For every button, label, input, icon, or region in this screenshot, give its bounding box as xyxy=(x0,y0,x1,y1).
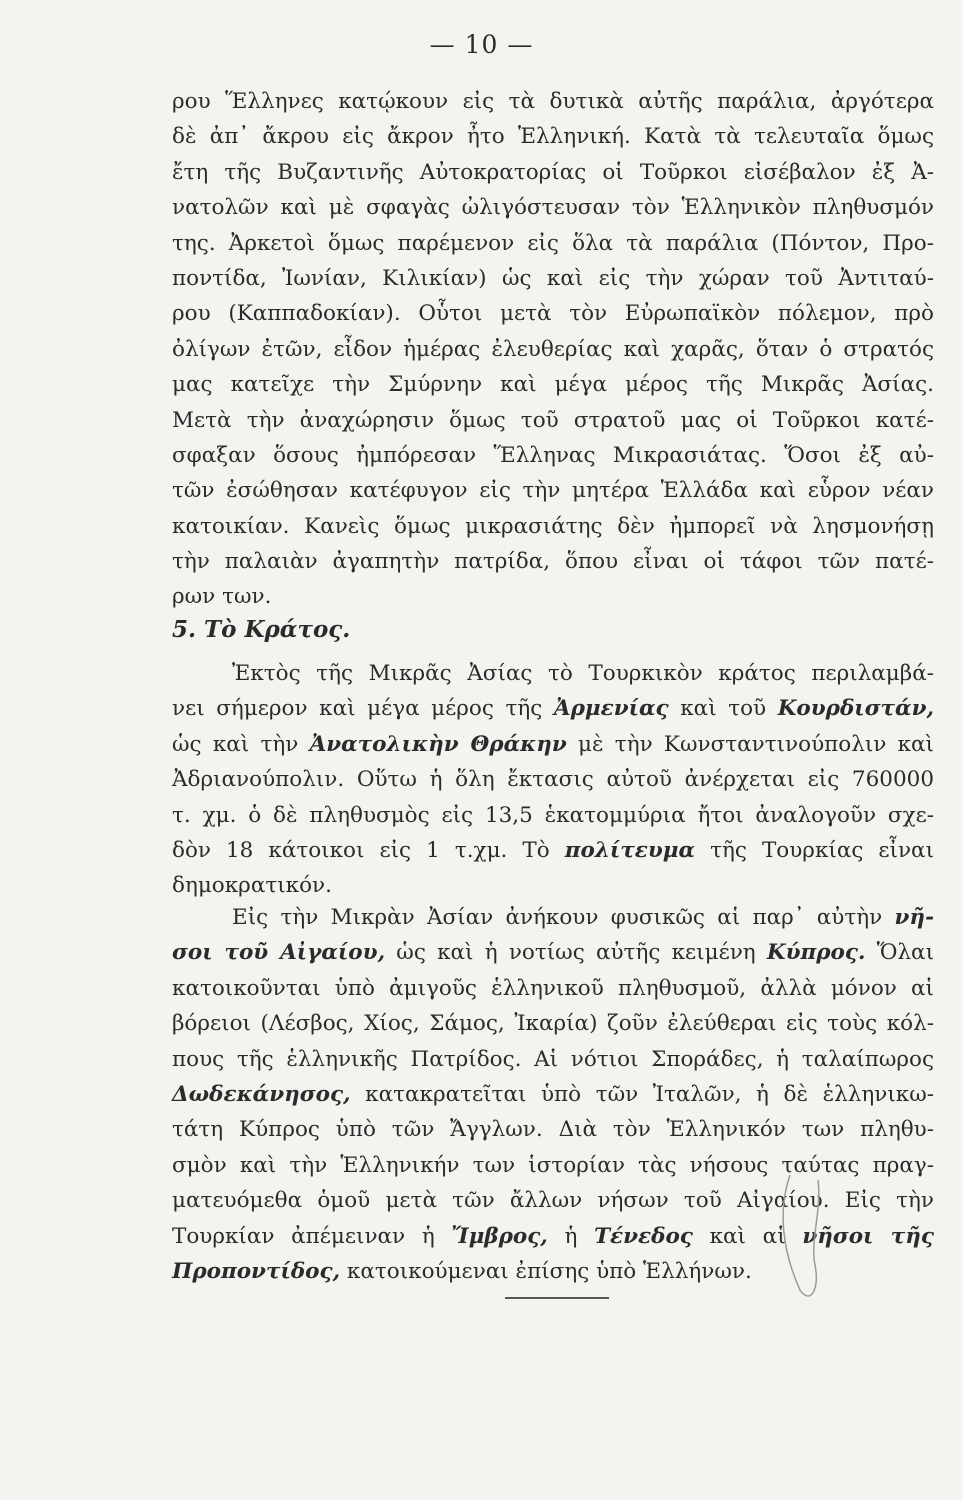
text-line: Ἐκτὸς τῆς Μικρᾶς Ἀσίας τὸ Τουρκικὸν κράτος περιλαμβά- xyxy=(232,661,934,686)
text-line: κατοικίαν. Κανεὶς ὅμως μικρασιάτης δὲν ἠμπορεῖ νὰ λησμονήσῃ xyxy=(172,513,934,539)
text-run: ὡς καὶ τὴν xyxy=(172,731,310,757)
text-run: καὶ αἱ xyxy=(692,1223,803,1249)
text-run: νει σήμερον καὶ μέγα μέρος τῆς xyxy=(172,696,554,722)
text-line xyxy=(172,935,934,970)
text-line: ἔτη τῆς Βυζαντινῆς Αὐτοκρατορίας οἱ Τοῦρκοι εἰσέβαλον ἐξ Ἀ- xyxy=(172,159,934,185)
paragraph-1 xyxy=(172,84,934,615)
text-line: κατοικοῦνται ὑπὸ ἀμιγοῦς ἑλληνικοῦ πληθυσμοῦ, ἀλλὰ μόνον αἱ xyxy=(172,975,934,1001)
text-run: Ὅλαι xyxy=(865,940,934,966)
text-run: ἡ xyxy=(547,1223,595,1249)
text-run: κατοικούμεναι ἐπίσης ὑπὸ Ἑλλήνων. xyxy=(340,1258,752,1284)
text-run: τῆς Τουρκίας εἶναι xyxy=(695,837,934,863)
text-run: ὡς καὶ ἡ νοτίως αὐτῆς κειμένη xyxy=(385,940,767,966)
text-run: Εἰς τὴν Μικρὰν Ἀσίαν ἀνήκουν φυσικῶς αἱ παρ᾿ αὐτὴν xyxy=(232,905,895,930)
emphasis-term: νῆσοι τῆς xyxy=(802,1223,934,1249)
text-run: καὶ τοῦ xyxy=(668,696,778,722)
text-line: τάτη Κύπρος ὑπὸ τῶν Ἄγγλων. Διὰ τὸν Ἑλληνικόν των πληθυ- xyxy=(172,1117,934,1143)
text-line: Ἀδριανούπολιν. Οὕτω ἡ ὅλη ἔκτασις αὐτοῦ ἀνέρχεται εἰς 760000 xyxy=(172,767,934,793)
text-line xyxy=(172,727,934,762)
emphasis-term: Ἀρμενίας xyxy=(553,696,669,722)
text-line xyxy=(172,1219,934,1254)
emphasis-term: Ἴμβρος, xyxy=(451,1223,548,1249)
text-line: δὲ ἀπ᾿ ἄκρου εἰς ἄκρον ἦτο Ἑλληνική. Κατὰ τὰ τελευταῖα ὅμως xyxy=(172,124,934,150)
text-line: τ. χμ. ὁ δὲ πληθυσμὸς εἰς 13,5 ἑκατομμύρια ἤτοι ἀναλογοῦν σχε- xyxy=(172,802,934,828)
text-line xyxy=(172,691,934,726)
text-run: Τουρκίαν ἀπέμειναν ἡ xyxy=(172,1223,452,1249)
text-line xyxy=(172,1254,934,1289)
paragraph-3 xyxy=(172,900,934,1289)
emphasis-term: Δωδεκάνησος, xyxy=(172,1081,351,1107)
emphasis-term: Κύπρος. xyxy=(766,940,866,966)
text-line: μας κατεῖχε τὴν Σμύρνην καὶ μέγα μέρος τῆς Μικρᾶς Ἀσίας. xyxy=(172,372,934,398)
text-line: ματευόμεθα ὁμοῦ μετὰ τῶν ἄλλων νήσων τοῦ Αἰγαίου. Εἰς τὴν xyxy=(172,1188,934,1214)
text-line: βόρειοι (Λέσβος, Χίος, Σάμος, Ἰκαρία) ζοῦν ἐλεύθεραι εἰς τοὺς κόλ- xyxy=(172,1011,934,1037)
text-line: ὀλίγων ἐτῶν, εἶδον ἡμέρας ἐλευθερίας καὶ χαρᾶς, ὅταν ὁ στρατός xyxy=(172,336,934,362)
text-line: ρου Ἕλληνες κατῴκουν εἰς τὰ δυτικὰ αὐτῆς παράλια, ἀργότερα xyxy=(172,89,934,114)
paragraph-2 xyxy=(172,656,934,904)
text-line: νατολῶν καὶ μὲ σφαγὰς ὠλιγόστευσαν τὸν Ἑλληνικὸν πληθυσμόν xyxy=(172,195,934,221)
section-heading: 5. Τὸ Κράτος. xyxy=(172,616,351,643)
emphasis-term: νῆ- xyxy=(894,905,934,930)
emphasis-term: σοι τοῦ Αἰγαίου, xyxy=(172,940,386,966)
text-line: σφαξαν ὅσους ἠμπόρεσαν Ἕλληνας Μικρασιάτας. Ὅσοι ἐξ αὐ- xyxy=(172,442,934,468)
text-line: τῶν ἐσώθησαν κατέφυγον εἰς τὴν μητέρα Ἑλλάδα καὶ εὗρον νέαν xyxy=(172,478,934,504)
text-line xyxy=(172,900,934,935)
page-number: — 10 — xyxy=(429,30,534,59)
text-run: μὲ τὴν Κωνσταντινούπολιν καὶ xyxy=(566,731,934,757)
emphasis-term: Τένεδος xyxy=(594,1223,693,1249)
text-run: κατακρατεῖται ὑπὸ τῶν Ἰταλῶν, ἡ δὲ ἑλληνικω- xyxy=(350,1081,934,1107)
text-line xyxy=(172,833,934,868)
text-line: σμὸν καὶ τὴν Ἑλληνικήν των ἱστορίαν τὰς νήσους ταύτας πραγ- xyxy=(172,1152,934,1178)
emphasis-term: πολίτευμα xyxy=(564,837,696,863)
text-line: δημοκρατικόν. xyxy=(172,873,332,899)
text-line: Μετὰ τὴν ἀναχώρησιν ὅμως τοῦ στρατοῦ μας οἱ Τοῦρκοι κατέ- xyxy=(172,407,934,433)
text-line: της. Ἀρκετοὶ ὅμως παρέμενον εἰς ὅλα τὰ παράλια (Πόντον, Προ- xyxy=(172,230,934,256)
text-line: ρου (Καππαδοκίαν). Οὗτοι μετὰ τὸν Εὐρωπαϊκὸν πόλεμον, πρὸ xyxy=(172,301,934,327)
text-line: πους τῆς ἑλληνικῆς Πατρίδος. Αἱ νότιοι Σποράδες, ἡ ταλαίπωρος xyxy=(172,1046,934,1072)
text-line: ποντίδα, Ἰωνίαν, Κιλικίαν) ὡς καὶ εἰς τὴν χώραν τοῦ Ἀντιταύ- xyxy=(172,265,934,291)
text-line: τὴν παλαιὰν ἀγαπητὴν πατρίδα, ὅπου εἶναι οἱ τάφοι τῶν πατέ- xyxy=(172,549,934,575)
text-line xyxy=(172,1077,934,1112)
divider-rule xyxy=(505,1297,609,1299)
text-run: δὸν 18 κάτοικοι εἰς 1 τ.χμ. Τὸ xyxy=(172,837,565,863)
text-line: ρων των. xyxy=(172,584,272,610)
emphasis-term: Προποντίδος, xyxy=(172,1258,341,1284)
emphasis-term: Ἀνατολικὴν Θράκην xyxy=(309,731,567,757)
emphasis-term: Κουρδιστάν, xyxy=(777,696,934,722)
